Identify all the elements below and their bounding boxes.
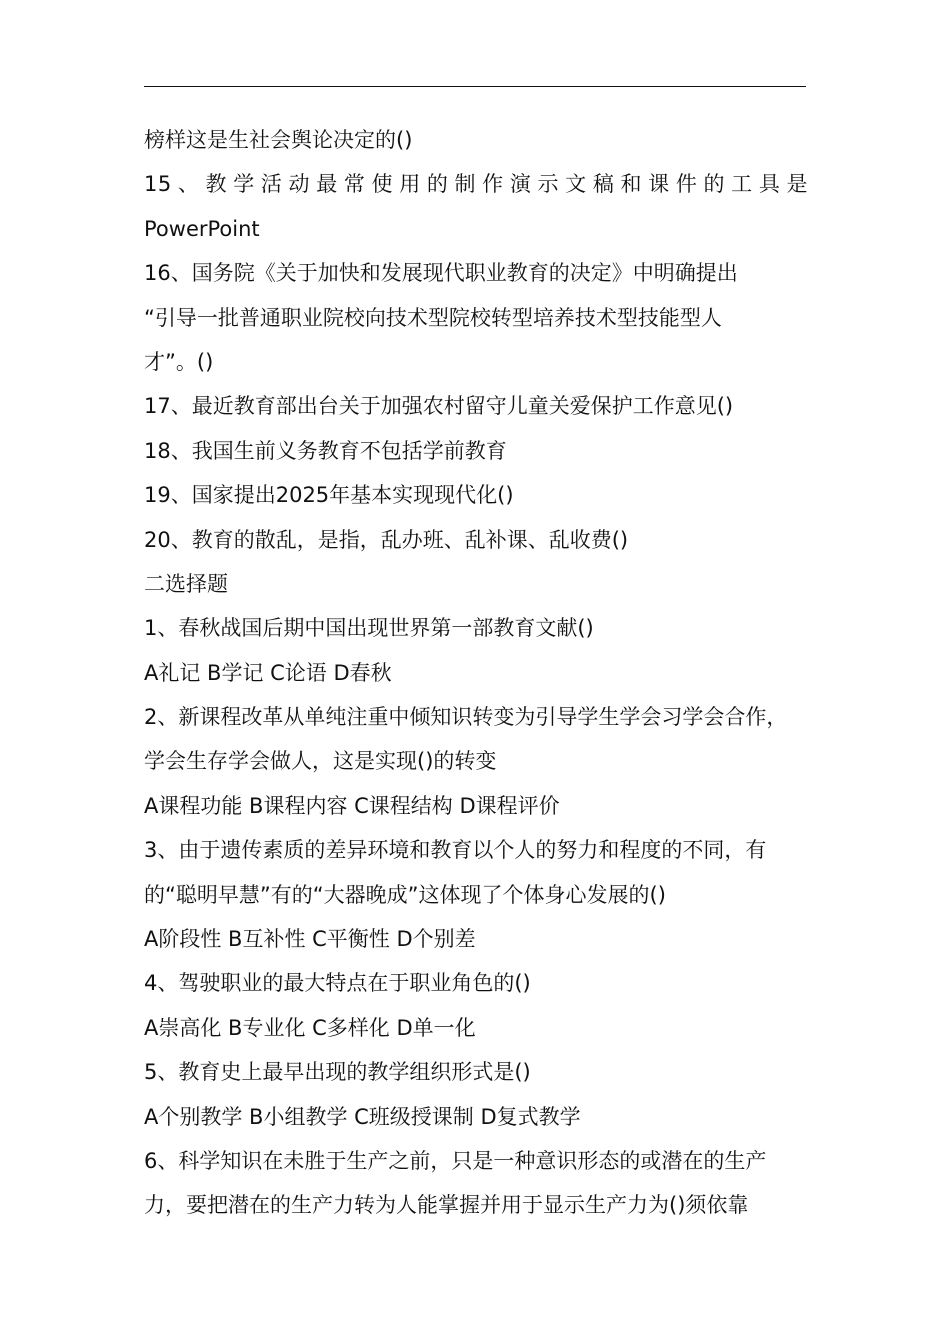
choice-options-3: A阶段性 B互补性 C平衡性 D个别差 — [144, 927, 476, 952]
choice-options-5: A个别教学 B小组教学 C班级授课制 D复式教学 — [144, 1104, 581, 1129]
text-line: PowerPoint — [144, 216, 260, 241]
choice-options-4: A崇高化 B专业化 C多样化 D单一化 — [144, 1015, 476, 1040]
question-15: 15、教学活动最常使用的制作演示文稿和课件的工具是 — [144, 172, 808, 197]
text-line: 的“聪明早慧”有的“大器晚成”这体现了个体身心发展的() — [144, 882, 666, 907]
question-17: 17、最近教育部出台关于加强农村留守儿童关爱保护工作意见() — [144, 394, 734, 419]
choice-question-1: 1、春秋战国后期中国出现世界第一部教育文献() — [144, 616, 594, 641]
question-19: 19、国家提出2025年基本实现现代化() — [144, 483, 514, 508]
text-line: 榜样这是生社会舆论决定的() — [144, 128, 413, 152]
choice-question-5: 5、教育史上最早出现的教学组织形式是() — [144, 1060, 531, 1085]
choice-question-2: 2、新课程改革从单纯注重中倾知识转变为引导学生学会习学会合作， — [144, 705, 788, 730]
question-16: 16、国务院《关于加快和发展现代职业教育的决定》中明确提出 — [144, 261, 738, 286]
choice-question-4: 4、驾驶职业的最大特点在于职业角色的() — [144, 971, 531, 996]
document-body — [144, 118, 808, 1228]
text-line: 力，要把潜在的生产力转为人能掌握并用于显示生产力为()须依靠 — [144, 1193, 749, 1218]
choice-options-2: A课程功能 B课程内容 C课程结构 D课程评价 — [144, 793, 560, 818]
choice-question-3: 3、由于遗传素质的差异环境和教育以个人的努力和程度的不同，有 — [144, 838, 767, 863]
choice-question-6: 6、科学知识在未胜于生产之前，只是一种意识形态的或潜在的生产 — [144, 1148, 767, 1173]
text-line: 才”。() — [144, 349, 214, 374]
section-heading: 二选择题 — [144, 571, 228, 596]
choice-options-1: A礼记 B学记 C论语 D春秋 — [144, 660, 392, 685]
header-rule — [144, 86, 806, 87]
question-20: 20、教育的散乱，是指，乱办班、乱补课、乱收费() — [144, 527, 629, 552]
text-line: 学会生存学会做人，这是实现()的转变 — [144, 749, 497, 774]
question-18: 18、我国生前义务教育不包括学前教育 — [144, 438, 507, 463]
text-line: “引导一批普通职业院校向技术型院校转型培养技术型技能型人 — [144, 305, 722, 330]
